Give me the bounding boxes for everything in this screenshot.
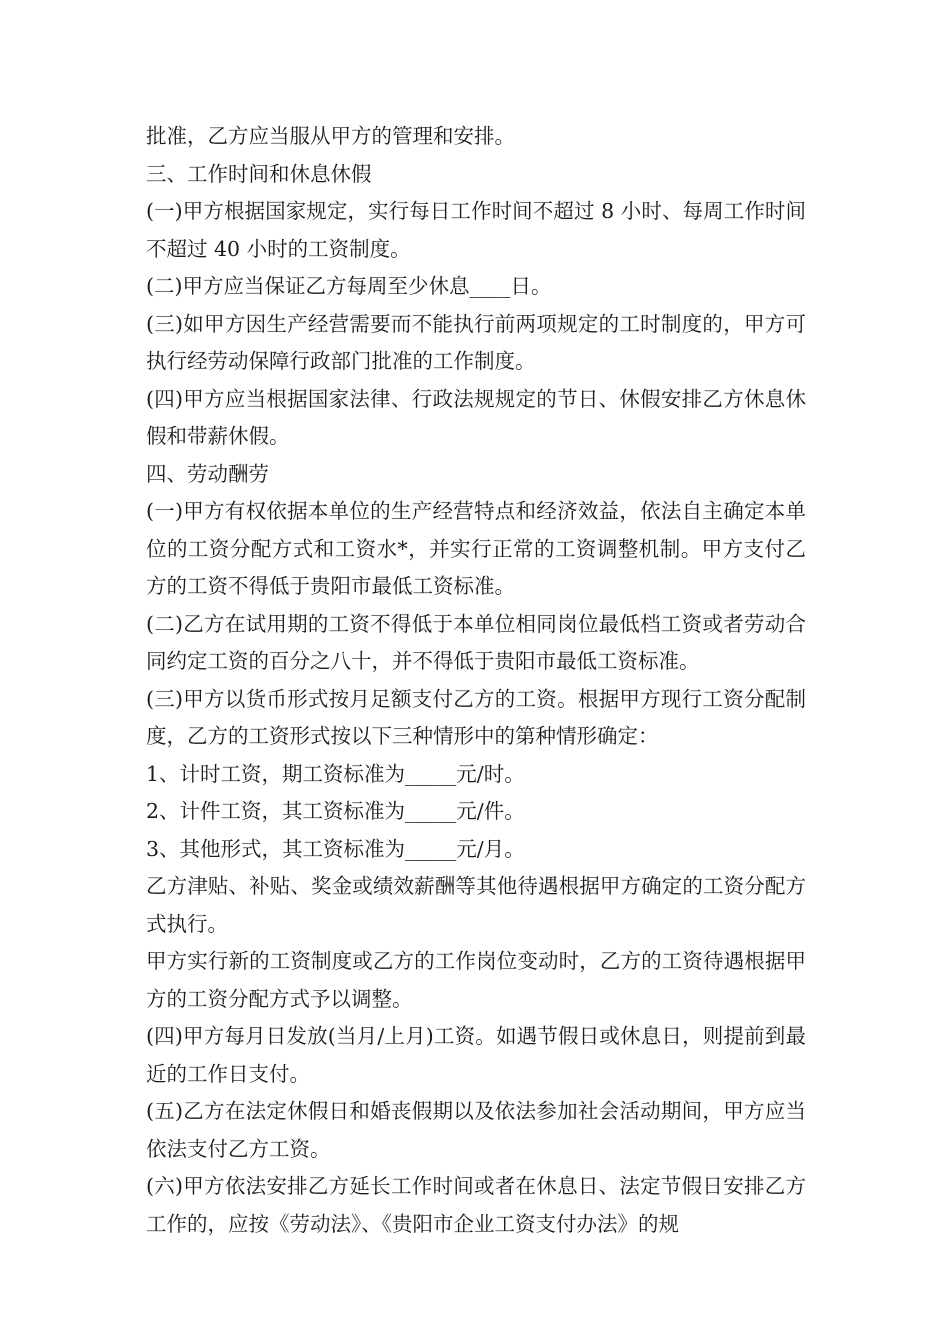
section-heading: 四、劳动酬劳 (146, 461, 269, 486)
paragraph: (二)甲方应当保证乙方每周至少休息____日。 (146, 274, 552, 298)
paragraph: (四)甲方每月日发放(当月/上月)工资。如遇节假日或休息日，则提前到最近的工作日支付。 (146, 1024, 806, 1086)
paragraph: 甲方实行新的工资制度或乙方的工作岗位变动时，乙方的工资待遇根据甲方的工资分配方式予以调整。 (146, 949, 806, 1011)
paragraph: 批准，乙方应当服从甲方的管理和安排。 (146, 124, 515, 148)
paragraph: (一)甲方有权依据本单位的生产经营特点和经济效益，依法自主确定本单位的工资分配方式和工资水*，并实行正常的工资调整机制。甲方支付乙方的工资不得低于贵阳市最低工资标准。 (146, 499, 806, 598)
paragraph: (五)乙方在法定休假日和婚丧假期以及依法参加社会活动期间，甲方应当依法支付乙方工资。 (146, 1099, 806, 1161)
document-body (146, 118, 806, 1243)
paragraph: (二)乙方在试用期的工资不得低于本单位相同岗位最低档工资或者劳动合同约定工资的百分之八十，并不得低于贵阳市最低工资标准。 (146, 611, 806, 673)
list-item: 1、计时工资，期工资标准为_____元/时。 (146, 761, 525, 786)
paragraph: 乙方津贴、补贴、奖金或绩效薪酬等其他待遇根据甲方确定的工资分配方式执行。 (146, 874, 806, 936)
paragraph: (三)如甲方因生产经营需要而不能执行前两项规定的工时制度的，甲方可执行经劳动保障行政部门批准的工作制度。 (146, 311, 806, 373)
section-heading: 三、工作时间和休息休假 (146, 161, 372, 186)
paragraph: (四)甲方应当根据国家法律、行政法规规定的节日、休假安排乙方休息休假和带薪休假。 (146, 386, 806, 448)
paragraph: (三)甲方以货币形式按月足额支付乙方的工资。根据甲方现行工资分配制度，乙方的工资形式按以下三种情形中的第种情形确定： (146, 686, 806, 748)
paragraph: (六)甲方依法安排乙方延长工作时间或者在休息日、法定节假日安排乙方工作的，应按《劳动法》、《贵阳市企业工资支付办法》的规 (146, 1174, 806, 1236)
list-item: 2、计件工资，其工资标准为_____元/件。 (146, 799, 525, 823)
list-item: 3、其他形式，其工资标准为_____元/月。 (146, 836, 525, 861)
paragraph: (一)甲方根据国家规定，实行每日工作时间不超过 8 小时、每周工作时间不超过 40 小时的工资制度。 (146, 199, 806, 261)
